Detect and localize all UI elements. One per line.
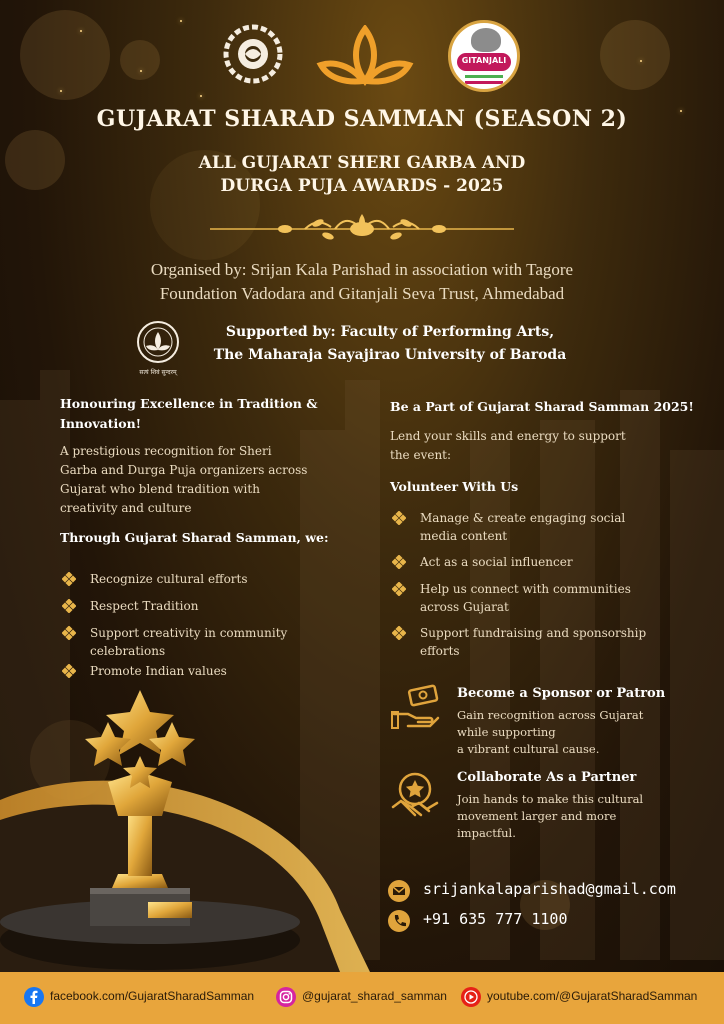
- event-subtitle: [0, 152, 724, 198]
- university-seal: [132, 320, 184, 374]
- list-item-label: Support creativity in community celebrations: [90, 626, 288, 658]
- organised-line: Organised by: Srijan Kala Parishad in association with Tagore: [150, 260, 574, 279]
- list-item: [60, 662, 340, 680]
- sponsor-line: while supporting: [457, 725, 556, 739]
- logo-row: [0, 20, 724, 96]
- sponsor-text: [457, 684, 687, 758]
- email-icon: [388, 880, 410, 902]
- list-item: [60, 570, 340, 588]
- sponsor-heading: Become a Sponsor or Patron: [457, 686, 666, 701]
- diamond-bullet-icon: [62, 599, 76, 613]
- phone-icon: [388, 910, 410, 932]
- gitanjali-logo: [448, 20, 520, 92]
- partner-heading: Collaborate As a Partner: [457, 770, 637, 785]
- partner-card: [390, 768, 690, 848]
- diamond-bullet-icon: [62, 626, 76, 640]
- organised-line: Foundation Vadodara and Gitanjali Seva Trust, Ahmedabad: [159, 284, 565, 303]
- sponsor-line: a vibrant cultural cause.: [457, 742, 600, 756]
- handshake-star-icon: [390, 771, 440, 821]
- instagram-link[interactable]: [276, 987, 456, 1007]
- trophy-illustration: [0, 690, 370, 972]
- youtube-handle: youtube.com/@GujaratSharadSamman: [487, 989, 698, 1003]
- left-intro: A prestigious recognition for Sheri Garba and Durga Puja organizers across Gujarat who blend tradition with creativity and culture: [60, 444, 308, 515]
- email-contact[interactable]: [388, 880, 708, 904]
- list-item-label: Recognize cultural efforts: [90, 572, 248, 586]
- page-title: GUJARAT SHARAD SAMMAN (SEASON 2): [96, 106, 628, 132]
- sponsor-line: Gain recognition across Gujarat: [457, 708, 644, 722]
- diamond-bullet-icon: [392, 511, 406, 525]
- left-heading: Honouring Excellence in Tradition & Innovation!: [60, 396, 318, 431]
- partner-text: [457, 768, 687, 842]
- list-item: [60, 597, 340, 615]
- right-heading: Be a Part of Gujarat Sharad Samman 2025!: [390, 399, 694, 414]
- list-item-label: Promote Indian values: [90, 664, 227, 678]
- instagram-icon: [276, 987, 296, 1007]
- wheel-logo: [222, 23, 284, 85]
- diamond-bullet-icon: [392, 555, 406, 569]
- supported-line: The Maharaja Sayajirao University of Baroda: [213, 347, 567, 363]
- left-list: [60, 570, 340, 680]
- partner-description: Join hands to make this cultural movement larger and more impactful.: [457, 792, 644, 840]
- sponsor-card: [390, 684, 690, 764]
- instagram-handle: @gujarat_sharad_samman: [302, 989, 447, 1003]
- list-item: [390, 624, 660, 660]
- list-item: [390, 509, 660, 545]
- diamond-bullet-icon: [392, 626, 406, 640]
- volunteer-list: [390, 509, 660, 660]
- gitanjali-logo-text: GITANJALI: [461, 56, 507, 65]
- lotus-logo: [313, 25, 417, 87]
- youtube-link[interactable]: [461, 987, 711, 1007]
- supported-by: [190, 321, 590, 367]
- diamond-bullet-icon: [62, 664, 76, 678]
- left-list-heading: Through Gujarat Sharad Samman, we:: [60, 530, 329, 545]
- right-column: [390, 397, 694, 660]
- facebook-link[interactable]: [24, 987, 264, 1007]
- list-item: [390, 580, 660, 616]
- right-intro: Lend your skills and energy to support the event:: [390, 429, 626, 462]
- list-item-label: Respect Tradition: [90, 599, 199, 613]
- facebook-handle: facebook.com/GujaratSharadSamman: [50, 989, 255, 1003]
- supported-line: Supported by: Faculty of Performing Arts,: [225, 324, 555, 340]
- list-item: [390, 553, 660, 571]
- diamond-bullet-icon: [392, 582, 406, 596]
- list-item-label: Help us connect with communities across Gujarat: [420, 582, 631, 614]
- diamond-bullet-icon: [62, 572, 76, 586]
- subtitle-line: ALL GUJARAT SHERI GARBA AND: [198, 153, 526, 173]
- email-address: srijankalaparishad@gmail.com: [423, 880, 676, 898]
- subtitle-line: DURGA PUJA AWARDS - 2025: [220, 176, 504, 196]
- money-hand-icon: [390, 684, 440, 734]
- list-item-label: Support fundraising and sponsorship efforts: [420, 626, 647, 658]
- seal-icon: [132, 320, 184, 364]
- phone-contact[interactable]: [388, 910, 708, 934]
- phone-number: +91 635 777 1100: [423, 910, 568, 928]
- organised-by: [70, 258, 654, 306]
- list-item-label: Act as a social influencer: [420, 555, 573, 569]
- ornament-divider: [210, 210, 514, 248]
- list-item: [60, 624, 330, 660]
- seal-caption: सत्यं शिवं सुन्दरम्: [139, 369, 177, 376]
- volunteer-heading: Volunteer With Us: [390, 479, 519, 494]
- left-column: [60, 394, 340, 680]
- facebook-icon: [24, 987, 44, 1007]
- list-item-label: Manage & create engaging social media content: [420, 511, 626, 543]
- youtube-icon: [461, 987, 481, 1007]
